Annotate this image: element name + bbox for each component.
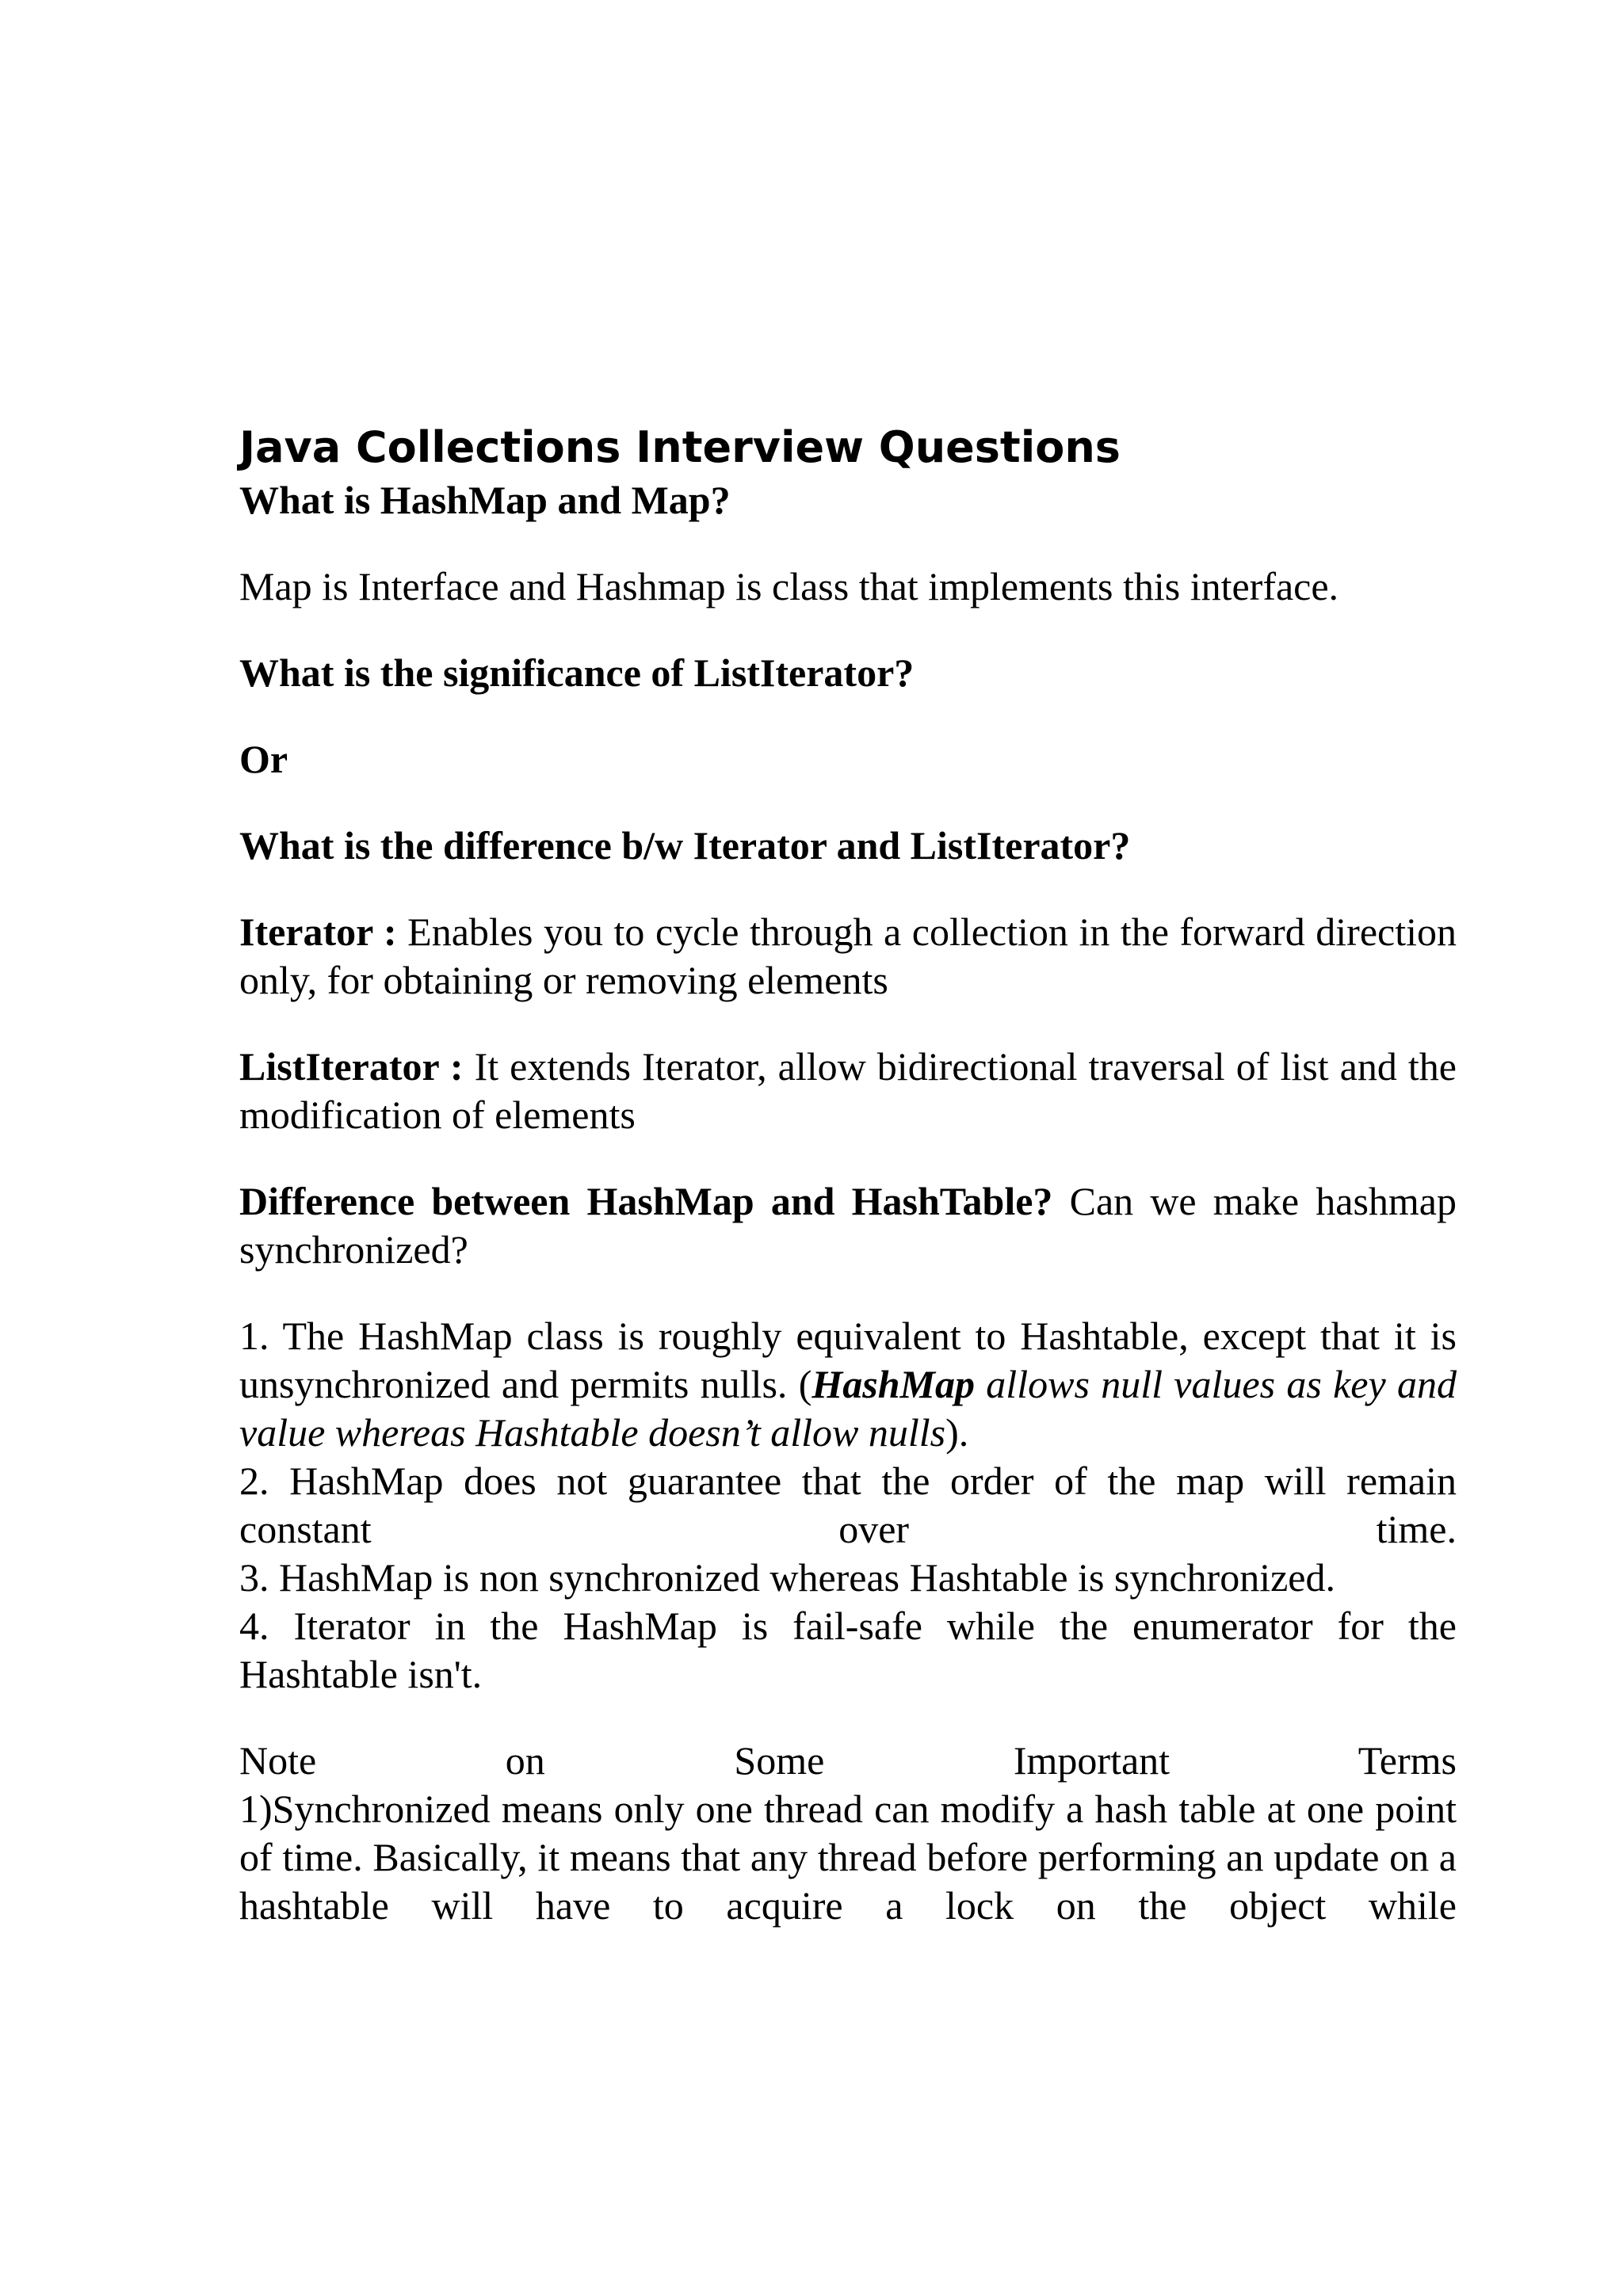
listiterator-term: ListIterator : <box>239 1044 464 1089</box>
iterator-term: Iterator : <box>239 910 397 954</box>
document-title: Java Collections Interview Questions <box>239 422 1121 472</box>
document-page <box>239 420 1457 1930</box>
note-section <box>239 1737 1457 1930</box>
difference-point-1 <box>239 1312 1457 1457</box>
point-1-hashmap: HashMap <box>812 1362 975 1406</box>
difference-point-4: 4. Iterator in the HashMap is fail-safe while the enumerator for the Hashtable isn't. <box>239 1604 1457 1696</box>
iterator-text: Enables you to cycle through a collection in the forward direction only, for obtaining or removing elements <box>239 910 1457 1002</box>
differences-list <box>239 1312 1457 1699</box>
difference-point-2-line-1: 2. HashMap does not guarantee that the order of the map will remain <box>239 1459 1457 1503</box>
point-1-italic: allows null values as key and value whereas Hashtable doesn’t allow nulls <box>239 1362 1457 1455</box>
question-hashmap-hashtable-bold: Difference between HashMap and HashTable? <box>239 1179 1053 1223</box>
question-hashmap-hashtable <box>239 1177 1457 1274</box>
iterator-definition <box>239 908 1457 1005</box>
point-1-end: ). <box>945 1410 969 1455</box>
listiterator-definition <box>239 1043 1457 1139</box>
difference-point-3: 3. HashMap is non synchronized whereas Hashtable is synchronized. <box>239 1555 1335 1600</box>
difference-point-2-line-2: constant over time. <box>239 1507 1457 1551</box>
note-text: 1)Synchronized means only one thread can modify a hash table at one point of time. Basically, it means that any thread before performing an update on a hashtable will have to acquire a lock on the object while <box>239 1787 1457 1928</box>
or-separator: Or <box>239 737 288 781</box>
question-iterator-difference: What is the difference b/w Iterator and ListIterator? <box>239 823 1131 868</box>
question-hashmap-map: What is HashMap and Map? <box>239 478 731 522</box>
question-listiterator-significance: What is the significance of ListIterator? <box>239 650 915 695</box>
point-1-text: 1. The HashMap class is roughly equivalent to Hashtable, except that it is unsynchronized and permits nulls. ( <box>239 1314 1457 1406</box>
listiterator-text: It extends Iterator, allow bidirectional traversal of list and the modification of elements <box>239 1044 1457 1137</box>
answer-hashmap-map: Map is Interface and Hashmap is class that implements this interface. <box>239 564 1339 608</box>
question-hashmap-hashtable-rest: Can we make hashmap synchronized? <box>239 1179 1457 1272</box>
note-heading: Note on Some Important Terms <box>239 1738 1457 1783</box>
